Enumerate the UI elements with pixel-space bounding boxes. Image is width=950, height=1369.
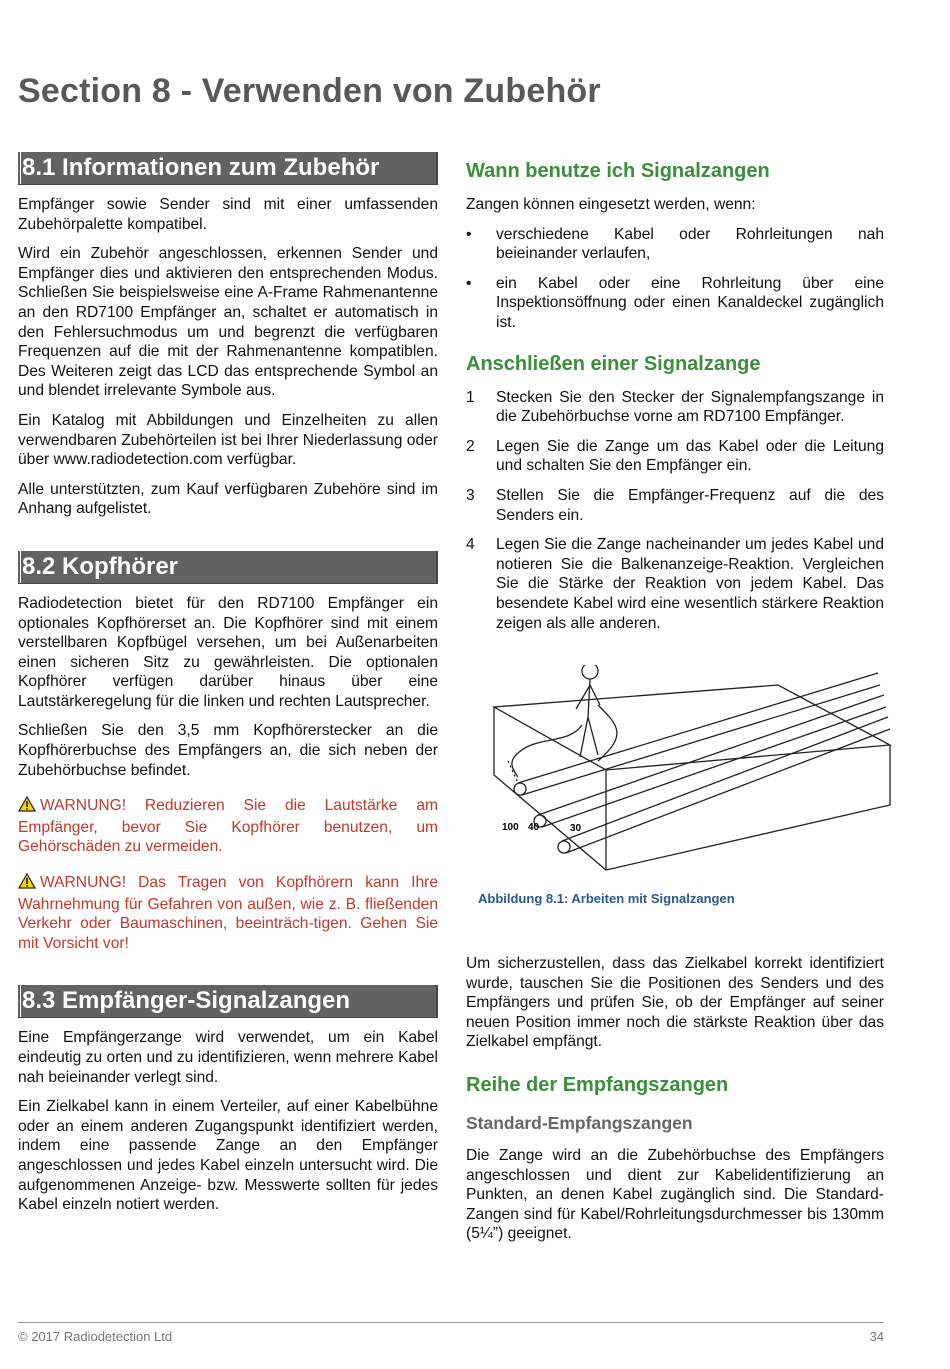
figure-caption: Abbildung 8.1: Arbeiten mit Signalzangen [478,891,735,907]
page-title: Section 8 - Verwenden von Zubehör [18,72,601,110]
footer-divider [18,1322,884,1323]
paragraph: Wird ein Zubehör angeschlossen, erkennen Sender und Empfänger dies und aktivieren den entsprechenden Modus. Schließen Sie beispielsweise eine A-Frame Rahmenantenne an den RD7100 Empfänger an, schaltet er automatisch in den Fehlersuchmodus um und begrenzt die verfügbaren Frequenzen auf die mit der Rahmenantenne kompatiblen. Des Weiteren zeigt das LCD das entsprechende Symbol an und blendet irrelevante Symbole aus. [18,245,438,400]
figure-label: 100 [502,822,519,834]
list-item: 4 Legen Sie die Zange nacheinander um jedes Kabel und notieren Sie die Balkenanzeige-Reaktion. Vergleichen Sie die Stärke der Reaktion von jedem Kabel. Das besendete Kabel wird eine wesentlich stärkere Reaktion zeigen als alle anderen. [466,536,884,632]
paragraph: Schließen Sie den 3,5 mm Kopfhörerstecker an die Kopfhörerbuchse des Empfängers an, die sich neben der Zubehörbuchse befindet. [18,722,438,779]
paragraph: Empfänger sowie Sender sind mit einer umfassenden Zubehörpalette kompatibel. [18,196,438,233]
heading-range: Reihe der Empfangszangen [466,1074,729,1097]
heading-standard: Standard-Empfangszangen [466,1113,693,1134]
list-item: • verschiedene Kabel oder Rohrleitungen nah beieinander verlaufen, [466,225,884,263]
section-heading-8-1: 8.1 Informationen zum Zubehör [18,152,438,185]
paragraph: Ein Zielkabel kann in einem Verteiler, auf einer Kabelbühne oder an einem anderen Zugangspunkt identifiziert werden, indem eine passende Zange an den Empfänger angeschlossen und jedes Kabel einzeln untersucht wird. Die aufgenommenen Anzeige- bzw. Messwerte sollten für jedes Kabel einzeln notiert werden. [18,1098,438,1214]
list-item: • ein Kabel oder eine Rohrleitung über eine Inspektionsöffnung oder einen Kanaldeckel zugänglich ist. [466,274,884,331]
list-item: 2 Legen Sie die Zange um das Kabel oder die Leitung und schalten Sie den Empfänger ein. [466,437,884,475]
figure-label: 40 [528,822,540,834]
list-item: 3 Stellen Sie die Empfänger-Frequenz auf die des Senders ein. [466,486,884,524]
paragraph: Radiodetection bietet für den RD7100 Empfänger ein optionales Kopfhörerset an. Die Kopfhörer sind mit einem verstellbaren Kopfbügel versehen, um bei Außenarbeiten einen sicheren Sitz zu gewährleisten. Die optionalen Kopfhörer verfügen darüber hinaus über eine Lautstärkeregelung für die linken und rechten Lautsprecher. [18,594,438,710]
paragraph: Die Zange wird an die Zubehörbuchse des Empfängers angeschlossen und dient zur Kabelidentifizierung an Punkten, an denen Kabel zugänglich sind. Die Standard-Zangen sind für Kabel/Rohrleitungsdurchmesser bis 130mm (5¼”) geeignet. [466,1147,884,1243]
bullet: • [466,274,472,292]
paragraph: Um sicherzustellen, dass das Zielkabel korrekt identifiziert wurde, tauschen Sie die Positionen des Senders und des Empfängers und prüfen Sie, ob der Empfänger auf seiner neuen Position immer noch die stärkste Reaktion über das Zielkabel empfängt. [466,955,884,1051]
paragraph: Eine Empfängerzange wird verwendet, um ein Kabel eindeutig zu orten und zu identifizieren, wenn mehrere Kabel nah beieinander verlegt sind. [18,1029,438,1086]
list-item: 1 Stecken Sie den Stecker der Signalempfangszange in die Zubehörbuchse vorne am RD7100 Empfänger. [466,388,884,426]
heading-when: Wann benutze ich Signalzangen [466,160,770,182]
section-heading-8-3: 8.3 Empfänger-Signalzangen [18,985,438,1018]
warning-icon [18,873,36,895]
warning-text: WARNUNG! Das Tragen von Kopfhörern kann Ihre Wahrnehmung für Gefahren von außen, wie z. B. fließenden Verkehr oder Baumaschinen, beeinträch-tigen. Gehen Sie mit Vorsicht vor! [18,874,438,952]
figure-label: 30 [570,823,582,835]
warning-icon [18,796,36,818]
right-column [466,160,884,1254]
left-column [18,152,438,1225]
paragraph: Zangen können eingesetzt werden, wenn: [466,196,756,213]
section-heading-8-2: 8.2 Kopfhörer [18,551,438,584]
paragraph: Alle unterstützten, zum Kauf verfügbaren Zubehöre sind im Anhang aufgelistet. [18,480,438,518]
bullet: • [466,225,472,243]
figure-signal-clamp [478,665,898,885]
heading-connect: Anschließen einer Signalzange [466,352,761,375]
paragraph: Ein Katalog mit Abbildungen und Einzelheiten zu allen verwendbaren Zubehörteilen ist bei Ihrer Niederlassung oder über www.radiodetection.com verfügbar. [18,411,438,469]
warning-text: WARNUNG! Reduzieren Sie die Lautstärke am Empfänger, bevor Sie Kopfhörer benutzen, um Gehörschäden zu vermeiden. [18,797,438,856]
illustration [478,665,898,885]
footer-copyright: © 2017 Radiodetection Ltd [18,1329,173,1344]
page-number: 34 [869,1329,884,1344]
